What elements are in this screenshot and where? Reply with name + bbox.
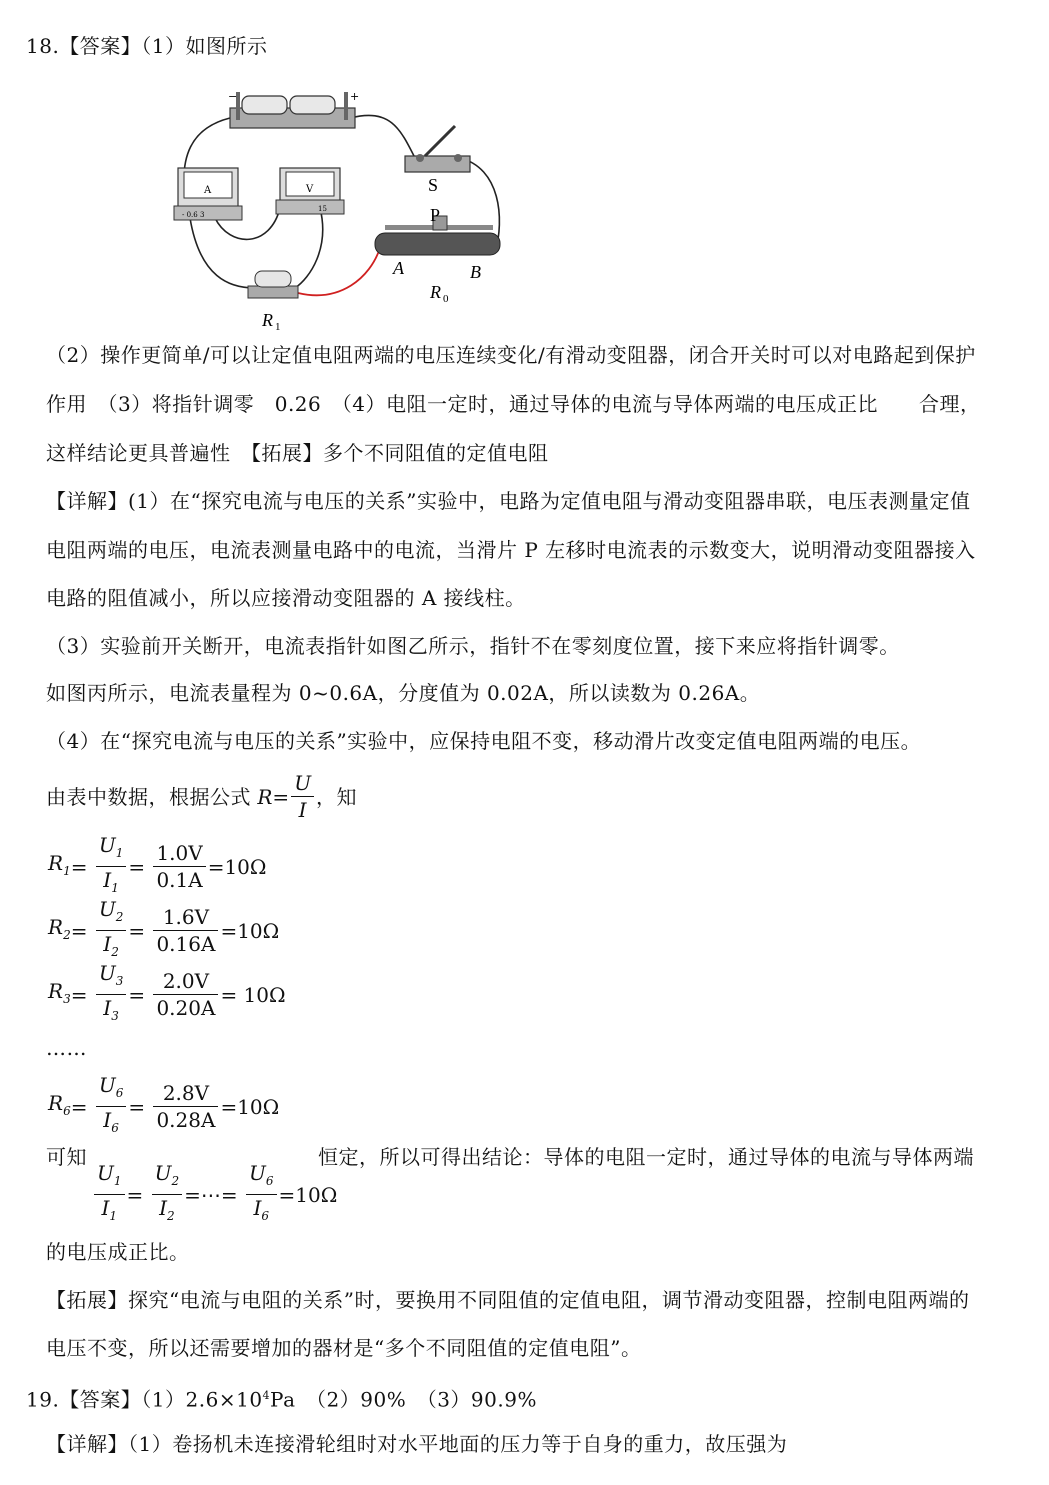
conclusion-text: 恒定，所以可得出结论：导体的电阻一定时，通过导体的电流与导体两端 <box>318 1145 974 1169</box>
wire-battery-to-switch <box>350 115 415 158</box>
answer-line-2: 作用 （3）将指针调零 0.26 （4）电阻一定时，通过导体的电流与导体两端的电压成正比 合理， <box>46 392 981 416</box>
detail-line-5: 如图丙所示，电流表量程为 0~0.6A，分度值为 0.02A，所以读数为 0.26A。 <box>46 681 761 705</box>
label-a: A <box>393 258 404 278</box>
circuit-diagram <box>160 88 530 338</box>
answer-line-1: （2）操作更简单/可以让定值电阻两端的电压连续变化/有滑动变阻器，闭合开关时可以对电路起到保护 <box>46 343 976 367</box>
conclusion-prefix: 可知 <box>46 1145 87 1169</box>
detail-line-4: （3）实验前开关断开，电流表指针如图乙所示，指针不在零刻度位置，接下来应将指针调零。 <box>46 634 900 658</box>
label-p: P <box>430 205 441 225</box>
battery-plus: + <box>350 90 360 103</box>
ammeter <box>174 168 242 220</box>
detail-line-1: 【详解】(1）在“探究电流与电压的关系”实验中，电路为定值电阻与滑动变阻器串联，电压表测量定值 <box>46 489 971 513</box>
calc-r6: $R_6=$ $\frac{U_6}{I_6}$ = $\frac{2.8V}{0.28A}$ =10Ω <box>48 1073 280 1135</box>
detail-line-3: 电路的阻值减小，所以应接滑动变阻器的 A 接线柱。 <box>46 586 526 610</box>
detail-line-6: （4）在“探究电流与电压的关系”实验中，应保持电阻不变，移动滑片改变定值电阻两端的电压。 <box>46 729 922 753</box>
conclusion-formula: $\frac{U_1}{I_1}$ = $\frac{U_2}{I_2}$ =⋯= $\frac{U_6}{I_6}$ =10Ω <box>92 1160 337 1229</box>
label-r0: R <box>430 282 441 302</box>
battery-pack <box>228 90 359 128</box>
extension-line-1: 【拓展】探究“电流与电阻的关系”时，要换用不同阻值的定值电阻，调节滑动变阻器，控制电阻两端的 <box>46 1288 970 1312</box>
switch-s <box>405 126 470 195</box>
label-s: S <box>428 175 439 195</box>
label-r1-sub: 1 <box>275 321 281 333</box>
answer-line-3: 这样结论更具普遍性 【拓展】多个不同阻值的定值电阻 <box>46 441 549 465</box>
voltmeter-terminals: 15 <box>318 205 327 213</box>
q19-detail: 【详解】（1）卷扬机未连接滑轮组时对水平地面的压力等于自身的重力，故压强为 <box>46 1432 788 1456</box>
calc-r1: $R_1=$ $\frac{U_1}{I_1}$ = $\frac{1.0V}{0.1A}$ =10Ω <box>48 833 267 895</box>
ammeter-letter: A <box>204 185 212 196</box>
calc-r3: $R_3=$ $\frac{U_3}{I_3}$ = $\frac{2.0V}{0.20A}$ = 10Ω <box>48 961 286 1023</box>
detail-line-2: 电阻两端的电压，电流表测量电路中的电流，当滑片 P 左移时电流表的示数变大，说明滑动变阻器接入 <box>46 538 976 562</box>
rheostat-r0 <box>375 205 500 305</box>
battery-minus: − <box>228 90 238 103</box>
calc-r2: $R_2=$ $\frac{U_2}{I_2}$ = $\frac{1.6V}{0.16A}$ =10Ω <box>48 897 280 959</box>
voltmeter-letter: V <box>306 184 314 195</box>
q18-header: 18.【答案】（1）如图所示 <box>26 34 268 58</box>
q19-header: 19.【答案】$(1)2.6\times 10^4Pa$ （2）90% （3）90.9% <box>26 1387 537 1412</box>
formula-intro: 由表中数据，根据公式 R= $\frac{U}{I}$ ，知 <box>46 771 358 822</box>
resistor-r1 <box>248 271 298 333</box>
wire-voltmeter-to-r1 <box>295 208 323 288</box>
ellipsis: …… <box>46 1036 87 1060</box>
voltmeter <box>276 168 344 214</box>
label-r0-sub: 0 <box>443 293 449 305</box>
conclusion-end: 的电压成正比。 <box>46 1240 190 1264</box>
ammeter-terminals: - 0.6 3 <box>182 211 205 219</box>
label-b: B <box>470 262 481 282</box>
label-r1: R <box>262 310 273 330</box>
extension-line-2: 电压不变，所以还需要增加的器材是“多个不同阻值的定值电阻”。 <box>46 1336 642 1360</box>
